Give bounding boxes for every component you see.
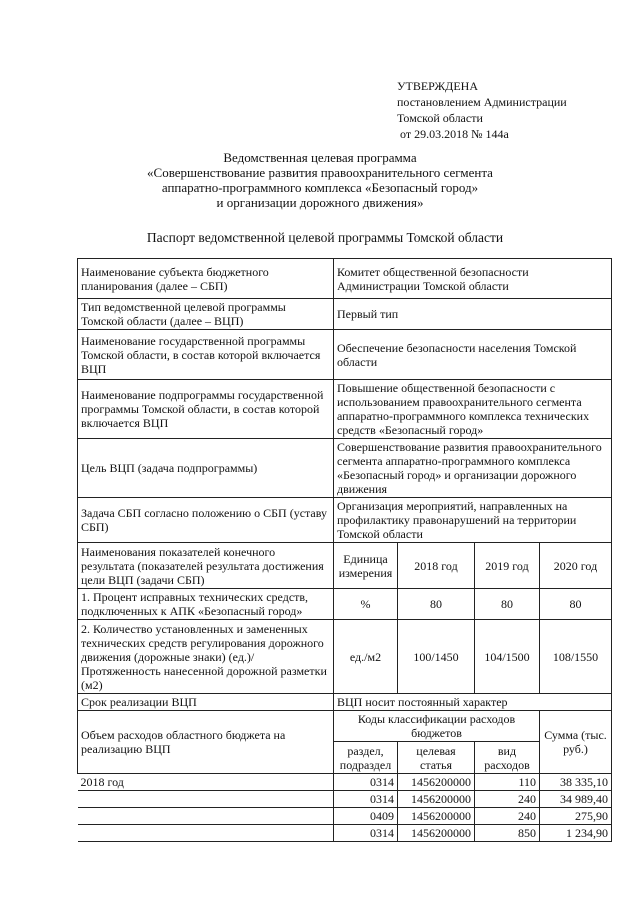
passport-title: Паспорт ведомственной целевой программы Томской области bbox=[146, 230, 504, 245]
indicator-unit: % bbox=[334, 589, 398, 620]
article-header: целевая статья bbox=[398, 742, 475, 774]
expense-kind: 240 bbox=[475, 791, 540, 808]
indicator-value: 80 bbox=[540, 589, 612, 620]
expense-kind: 240 bbox=[475, 808, 540, 825]
indicator-value: 80 bbox=[398, 589, 475, 620]
table-row bbox=[78, 694, 612, 711]
value-cell: Первый тип bbox=[334, 299, 612, 330]
expense-section: 0314 bbox=[334, 791, 398, 808]
program-heading bbox=[60, 150, 580, 210]
table-row bbox=[78, 259, 612, 299]
expense-article: 1456200000 bbox=[398, 774, 475, 791]
expense-article: 1456200000 bbox=[398, 825, 475, 842]
codes-header: Коды классификации расходов бюджетов bbox=[334, 711, 540, 742]
indicator-row bbox=[78, 589, 612, 620]
expense-section: 0314 bbox=[334, 774, 398, 791]
label-cell: Наименование субъекта бюджетного планирования (далее – СБП) bbox=[78, 259, 334, 299]
value-cell: Обеспечение безопасности населения Томской области bbox=[334, 330, 612, 380]
expense-row bbox=[78, 825, 612, 842]
value-cell: Повышение общественной безопасности с использованием правоохранительного сегмента аппаратно-программного комплекса технических средств «Безопасный город» bbox=[334, 380, 612, 439]
label-cell: Тип ведомственной целевой программы Томской области (далее – ВЦП) bbox=[78, 299, 334, 330]
kind-header: вид расходов bbox=[475, 742, 540, 774]
expense-article: 1456200000 bbox=[398, 791, 475, 808]
expense-sum: 275,90 bbox=[540, 808, 612, 825]
indicator-row bbox=[78, 620, 612, 694]
indicator-name: 2. Количество установленных и замененных технических средств регулирования дорожного движения (дорожные знаки) (ед.)/Протяженность нанесенной дорожной разметки (м2) bbox=[78, 620, 334, 694]
expense-kind: 110 bbox=[475, 774, 540, 791]
value-cell: ВЦП носит постоянный характер bbox=[334, 694, 612, 711]
heading-line-4: и организации дорожного движения» bbox=[216, 195, 424, 210]
value-cell: Организация мероприятий, направленных на профилактику правонарушений на территории Томской области bbox=[334, 498, 612, 543]
expense-row bbox=[78, 808, 612, 825]
expenses-label: Объем расходов областного бюджета на реализацию ВЦП bbox=[78, 711, 334, 774]
approval-title: УТВЕРЖДЕНА bbox=[397, 79, 479, 93]
value-cell: Совершенствование развития правоохранительного сегмента аппаратно-программного комплекса «Безопасный город» и организации дорожного движения bbox=[334, 439, 612, 498]
label-cell: Наименование государственной программы Томской области, в состав которой включается ВЦП bbox=[78, 330, 334, 380]
year-header: 2020 год bbox=[540, 543, 612, 589]
table-row bbox=[78, 330, 612, 380]
indicator-value: 100/1450 bbox=[398, 620, 475, 694]
expense-section: 0314 bbox=[334, 825, 398, 842]
value-cell: Комитет общественной безопасности Администрации Томской области bbox=[334, 259, 612, 299]
label-cell: Задача СБП согласно положению о СБП (уставу СБП) bbox=[78, 498, 334, 543]
expense-year: 2018 год bbox=[78, 774, 334, 791]
approval-stamp bbox=[397, 78, 627, 142]
expense-kind: 850 bbox=[475, 825, 540, 842]
year-header: 2018 год bbox=[398, 543, 475, 589]
sum-header: Сумма (тыс. руб.) bbox=[540, 711, 612, 774]
expense-row bbox=[78, 791, 612, 808]
label-cell: Срок реализации ВЦП bbox=[78, 694, 334, 711]
expense-article: 1456200000 bbox=[398, 808, 475, 825]
label-cell: Наименование подпрограммы государственной программы Томской области, в состав которой включается ВЦП bbox=[78, 380, 334, 439]
expense-year-empty bbox=[78, 825, 334, 842]
expense-row bbox=[78, 774, 612, 791]
year-header: 2019 год bbox=[475, 543, 540, 589]
heading-line-3: аппаратно-программного комплекса «Безопасный город» bbox=[161, 180, 479, 195]
expense-sum: 34 989,40 bbox=[540, 791, 612, 808]
expense-year-empty bbox=[78, 808, 334, 825]
approval-line-resolution: постановлением Администрации bbox=[397, 95, 567, 109]
table-row bbox=[78, 299, 612, 330]
approval-line-date: от 29.03.2018 № 144а bbox=[400, 127, 509, 141]
indicator-value: 108/1550 bbox=[540, 620, 612, 694]
indicator-value: 104/1500 bbox=[475, 620, 540, 694]
expense-sum: 38 335,10 bbox=[540, 774, 612, 791]
indicator-unit: ед./м2 bbox=[334, 620, 398, 694]
expense-sum: 1 234,90 bbox=[540, 825, 612, 842]
indicator-name: 1. Процент исправных технических средств, подключенных к АПК «Безопасный город» bbox=[78, 589, 334, 620]
indicator-value: 80 bbox=[475, 589, 540, 620]
indicators-header-row bbox=[78, 543, 612, 589]
passport-table bbox=[77, 258, 612, 842]
section-header: раздел, подраздел bbox=[334, 742, 398, 774]
heading-line-1: Ведомственная целевая программа bbox=[223, 150, 417, 165]
table-row bbox=[78, 498, 612, 543]
heading-line-2: «Совершенствование развития правоохранительного сегмента bbox=[147, 165, 493, 180]
label-cell: Наименования показателей конечного результата (показателей результата достижения цели ВЦП (задачи СБП) bbox=[78, 543, 334, 589]
label-cell: Цель ВЦП (задача подпрограммы) bbox=[78, 439, 334, 498]
approval-line-region: Томской области bbox=[397, 111, 483, 125]
table-row bbox=[78, 439, 612, 498]
expense-year-empty bbox=[78, 791, 334, 808]
unit-header: Единица измерения bbox=[334, 543, 398, 589]
expense-section: 0409 bbox=[334, 808, 398, 825]
table-row bbox=[78, 380, 612, 439]
expenses-header-row bbox=[78, 711, 612, 742]
